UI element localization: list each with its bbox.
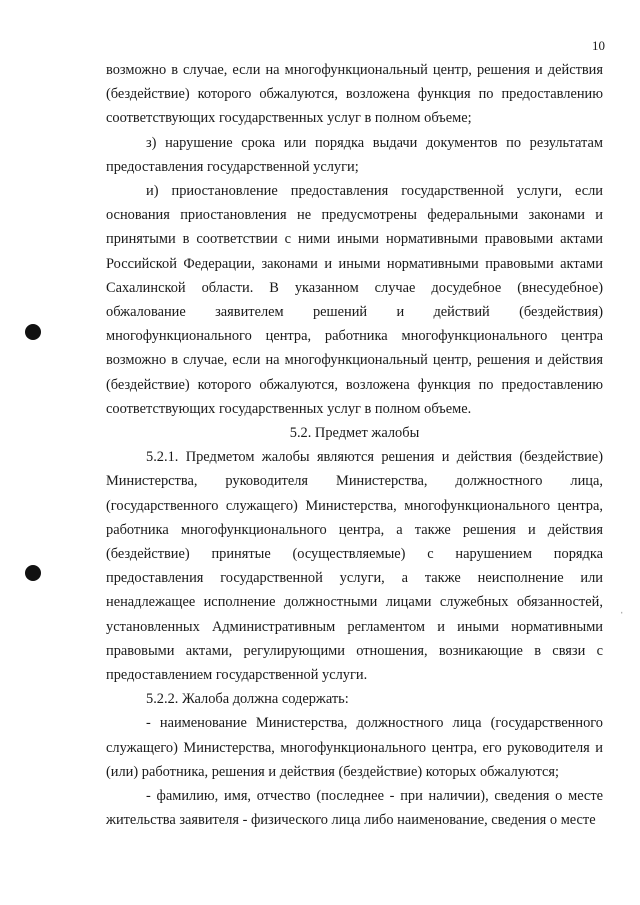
paragraph: - фамилию, имя, отчество (последнее - при наличии), сведения о месте жительства заявителя - физического лица либо наименование, сведения о месте [106, 788, 603, 829]
section-heading: 5.2. Предмет жалобы [289, 425, 420, 442]
margin-mark: ˌ [620, 602, 624, 614]
punch-hole-icon [25, 324, 41, 340]
paragraph: возможно в случае, если на многофункциональный центр, решения и действия (бездействие) которого обжалуются, возложена функция по предоставлению соответствующих государственных услуг в полном объеме; [106, 62, 603, 127]
punch-hole-icon [25, 565, 41, 581]
paragraph: - наименование Министерства, должностного лица (государственного служащего) Министерства, многофункционального центра, его руководителя и (или) работника, решения и действия (бездействие) которых обжалуются; [106, 715, 603, 780]
paragraph: 5.2.1. Предметом жалобы являются решения и действия (бездействие) Министерства, руководителя Министерства, должностного лица, (государственного служащего) Министерства, многофункционального центра, работника многофункционального центра, а также решения и действия (бездействие) принятые (осуществляемые) с нарушением порядка предоставления государственной услуги, а также неисполнение или ненадлежащее исполнение должностными лицами служебных обязанностей, установленных Административным регламентом и иными нормативными правовыми актами, регулирующими отношения, возникающие в связи с предоставлением государственной услуги. [106, 449, 603, 684]
paragraph: 5.2.2. Жалоба должна содержать: [146, 691, 349, 708]
paragraph: з) нарушение срока или порядка выдачи документов по результатам предоставления государственной услуги; [106, 134, 603, 175]
paragraph: и) приостановление предоставления государственной услуги, если основания приостановления не предусмотрены федеральными законами и принятыми в соответствии с ними иными нормативными правовыми актами Российской Федерации, законами и иными нормативными правовыми актами Сахалинской области. В указанном случае досудебное (внесудебное) обжалование заявителем решений и действий (бездействия) многофункционального центра, работника многофункционального центра возможно в случае, если на многофункциональный центр, решения и действия (бездействие) которого обжалуются, возложена функция по предоставлению соответствующих государственных услуг в полном объеме. [106, 183, 603, 417]
page-number: 10 [592, 38, 605, 53]
document-body [106, 58, 603, 833]
